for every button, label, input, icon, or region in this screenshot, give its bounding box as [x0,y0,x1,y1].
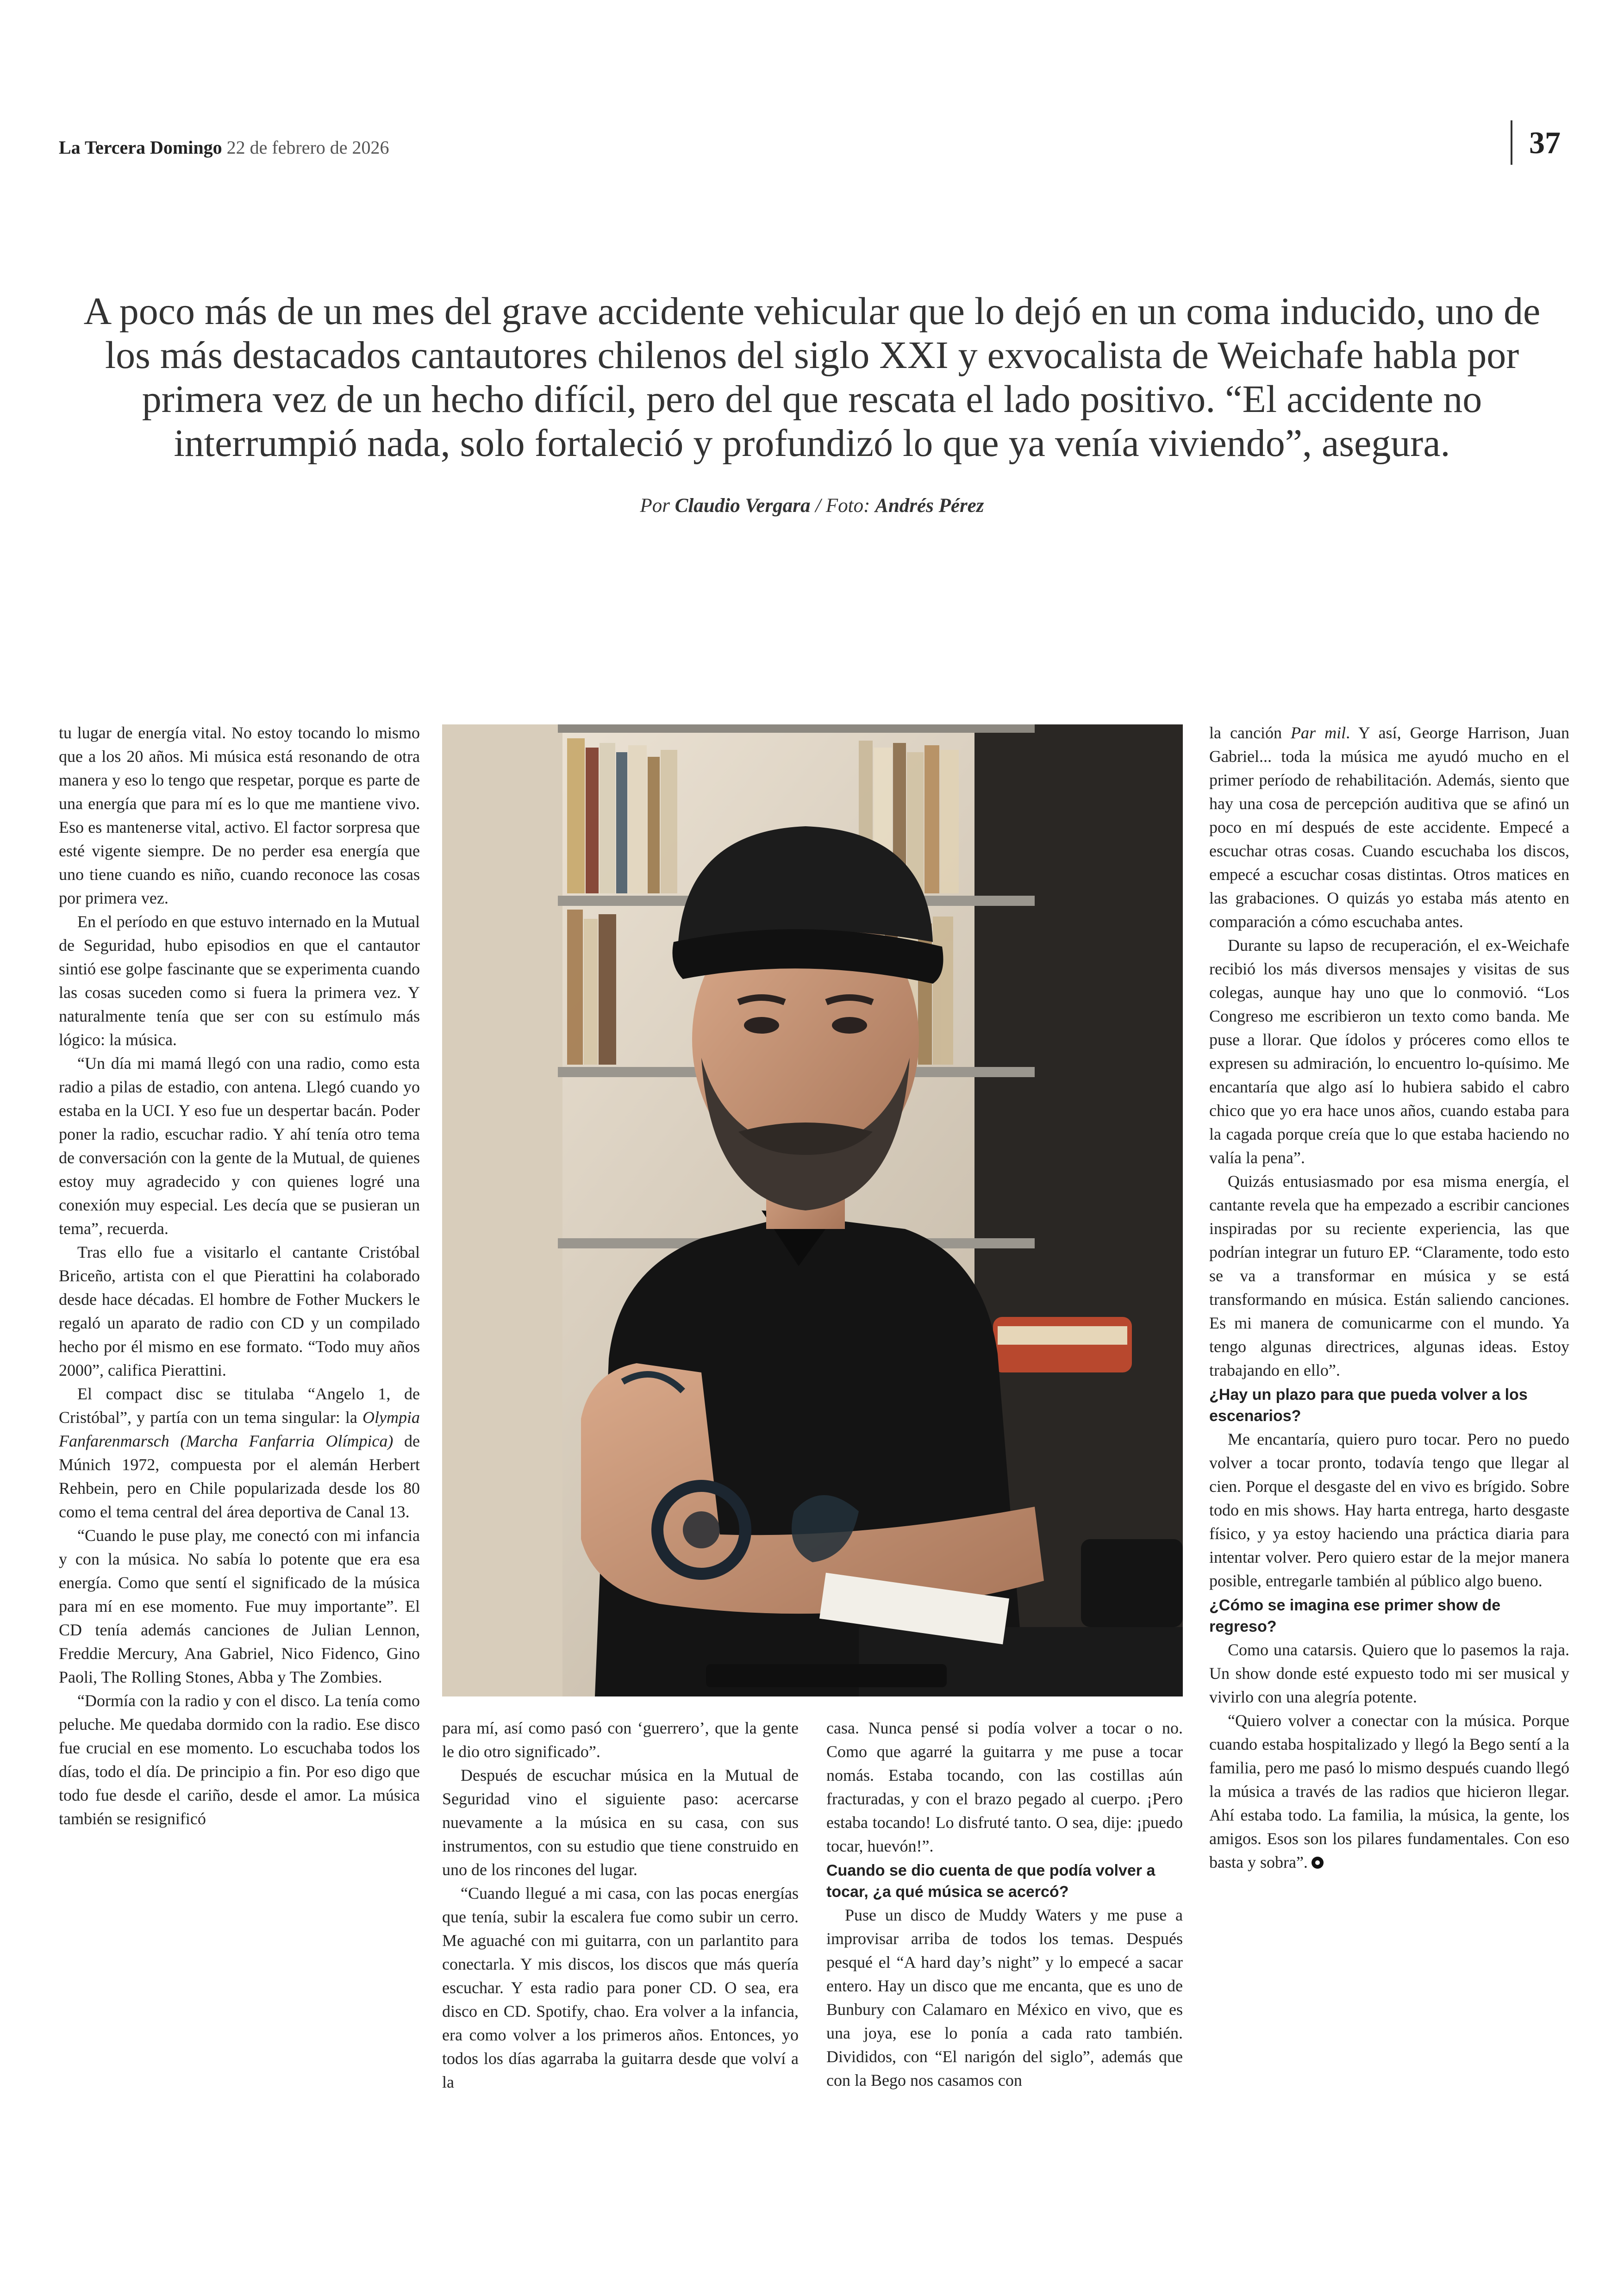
photo-credit-prefix: / Foto: [815,495,870,517]
byline-prefix: Por [640,495,670,517]
article-column-3 [826,1716,1183,2168]
paragraph [59,1382,420,1524]
page-header [59,137,389,158]
paragraph: tu lugar de energía vital. No estoy tocando lo mismo que a los 20 años. Mi música está resonando de otra manera y eso lo tengo que respetar, porque es parte de una energía que para mí es lo que me mantiene vivo. Eso es mantenerse vital, activo. El factor sorpresa que esté vigente siempre. De no perder esa energía que uno tiene cuando es niño, cuando reconoce las cosas por primera vez. [59,723,420,907]
author-name: Claudio Vergara [675,495,811,517]
portrait-photo [442,724,1183,1696]
byline [0,494,1624,517]
paragraph: Como una catarsis. Quiero que lo pasemos la raja. Un show donde esté expuesto todo mi ser musical y vivirlo con una alegría potente. [1209,1640,1569,1706]
text-run: la canción [1209,723,1282,742]
paragraph: Me encantaría, quiero puro tocar. Pero no puedo volver a tocar pronto, todavía tengo que llegar al cien. Porque el desgaste del en vivo es brígido. Sobre todo en mis shows. Hay harta entrega, harto desgaste físico, y ya estoy haciendo una práctica diaria para intentar volver. Pero quiero estar de la mejor manera posible, entregarle también al público algo bueno. [1209,1430,1569,1590]
paragraph: En el período en que estuvo internado en la Mutual de Seguridad, hubo episodios en que el cantautor sintió ese golpe fascinante que se experimenta cuando las cosas suceden como si fuera la primera vez. Y naturalmente tenía que ser con su estímulo más lógico: la música. [59,912,420,1049]
paragraph [1209,1709,1569,1874]
portrait-illustration [442,724,1183,1696]
article-column-2 [442,1716,799,2168]
paragraph: “Dormía con la radio y con el disco. La tenía como peluche. Me quedaba dormido con la radio. Ese disco fue crucial en ese momento. Lo escuchaba todos los días, todo el día. De principio a fin. Por eso digo que todo fue desde el cariño, desde el amor. La música también se resignificó [59,1691,420,1828]
photographer-name: Andrés Pérez [875,495,984,517]
interview-question: Cuando se dio cuenta de que podía volver a tocar, ¿a qué música se acercó? [826,1862,1156,1901]
paragraph [1209,721,1569,934]
issue-date: 22 de febrero de 2026 [226,137,389,158]
paragraph: Puse un disco de Muddy Waters y me puse a improvisar arriba de todos los temas. Después pesqué el “A hard day’s night” y lo empecé a sacar entero. Hay un disco que me encanta, que es uno de Bunbury con Calamaro en México en vivo, que es una joya, ese lo ponía a cada rato también. Divididos, con “El narigón del siglo”, además que con la Bego nos casamos con [826,1906,1183,2089]
song-title: Olympia Fanfarenmarsch (Marcha Fanfarria Olímpica) [59,1408,420,1450]
text-run: . Y así, George Harrison, Juan Gabriel... toda la música me ayudó mucho en el primer período de rehabilitación. Además, siento que hay una cosa de percepción auditiva que se afinó un poco en mí después de este accidente. Empecé a escuchar otras cosas. Cuando escuchaba los discos, empecé a escuchar cosas distintas. Otros matices en las grabaciones. O quizás yo estaba más atento en comparación a cómo escuchaba antes. [1209,723,1569,931]
interview-question: ¿Cómo se imagina ese primer show de regreso? [1209,1597,1501,1635]
text-run: “Quiero volver a conectar con la música. Porque cuando estaba hospitalizado y llegó la Bego sentí a la familia, pero me pasó lo mismo después cuando llegó la música a través de las radios que hicieron llegar. Ahí estaba todo. La familia, la música, la gente, los amigos. Esos son los pilares fundamentales. Con eso basta y sobra”. [1209,1711,1569,1871]
article-column-4 [1209,721,1569,2168]
article-column-1 [59,721,420,2168]
article-lede: A poco más de un mes del grave accidente vehicular que lo dejó en un coma inducido, uno de los más destacados cantautores chilenos del siglo XXI y exvocalista de Weichafe habla por primera vez de un hecho difícil, pero del que rescata el lado positivo. “El accidente no interrumpió nada, solo fortaleció y profundizó lo que ya venía viviendo”, asegura. [83,290,1541,465]
text-run: El compact disc se titulaba “Angelo 1, de Cristóbal”, y partía con un tema singular: la [59,1384,420,1427]
paragraph: Durante su lapso de recuperación, el ex-Weichafe recibió los más diversos mensajes y visitas de sus colegas, aunque hay uno que lo conmovió. “Los Congreso me escribieron un texto como banda. Me puse a llorar. Que ídolos y próceres como ellos te expresen su admiración, lo encuentro lo-quísimo. Me encantaría que algo así lo hubiera sabido el cabro chico que yo era hace unos años, cuando estaba para la cagada porque creía que lo que estaba haciendo no valía la pena”. [1209,936,1569,1167]
page-number: 37 [1511,120,1561,165]
end-of-article-icon [1312,1857,1324,1869]
paragraph: Tras ello fue a visitarlo el cantante Cristóbal Briceño, artista con el que Pierattini ha colaborado desde hace décadas. El hombre de Fother Muckers le regaló un aparato de radio con CD y un compilado hecho por él mismo en ese formato. “Todo muy años 2000”, califica Pierattini. [59,1243,420,1379]
text-run: de Múnich 1972, compuesta por el alemán Herbert Rehbein, pero en Chile popularizada desde los 80 como el tema central del área deportiva de Canal 13. [59,1432,420,1521]
paragraph: Quizás entusiasmado por esa misma energía, el cantante revela que ha empezado a escribir canciones inspiradas por su reciente experiencia, las que podrían integrar un futuro EP. “Claramente, todo esto se va a transformar en música y se está transformando en música. Están saliendo canciones. Es mi manera de comunicarme con el mundo. Ya tengo algunas directrices, algunas ideas. Estoy trabajando en ello”. [1209,1172,1569,1379]
paragraph: para mí, así como pasó con ‘guerrero’, que la gente le dio otro significado”. [442,1719,799,1761]
paragraph: “Cuando llegué a mi casa, con las pocas energías que tenía, subir la escalera fue como subir un cerro. Me aguaché con mi guitarra, con un parlantito para conectarla. Y mis discos, los discos que más quería escuchar. Y esta radio para poner CD. O sea, era disco en CD. Spotify, chao. Era volver a la infancia, era como volver a los primeros años. Entonces, yo todos los días agarraba la guitarra desde que volví a la [442,1884,799,2091]
publication-name: La Tercera Domingo [59,137,222,158]
paragraph: “Un día mi mamá llegó con una radio, como esta radio a pilas de estadio, con antena. Llegó cuando yo estaba en la UCI. Y eso fue un despertar bacán. Poder poner la radio, escuchar radio. Y ahí tenía otro tema de conversación con la gente de la Mutual, de quienes estoy muy agradecido y con quienes logré una conexión muy especial. Les decía que se pusieran un tema”, recuerda. [59,1054,420,1238]
paragraph: Después de escuchar música en la Mutual de Seguridad vino el siguiente paso: acercarse nuevamente a la música en su casa, con sus instrumentos, con su estudio que tiene construido en uno de los rincones del lugar. [442,1766,799,1879]
song-title: Par mil [1291,723,1346,742]
paragraph: casa. Nunca pensé si podía volver a tocar o no. Como que agarré la guitarra y me puse a tocar nomás. Estaba tocando, con las costillas aún fracturadas, y con el brazo pegado al cuerpo. ¡Pero estaba tocando! Lo disfruté tanto. O sea, dije: ¡puedo tocar, huevón!”. [826,1719,1183,1855]
paragraph: “Cuando le puse play, me conectó con mi infancia y con la música. No sabía lo potente que era esa energía. Como que sentí el significado de la música para mí en ese momento. Fue muy importante”. El CD tenía además canciones de Julian Lennon, Freddie Mercury, Ana Gabriel, Nico Fidenco, Gino Paoli, The Rolling Stones, Abba y The Zombies. [59,1526,420,1686]
interview-question: ¿Hay un plazo para que pueda volver a los escenarios? [1209,1386,1528,1425]
